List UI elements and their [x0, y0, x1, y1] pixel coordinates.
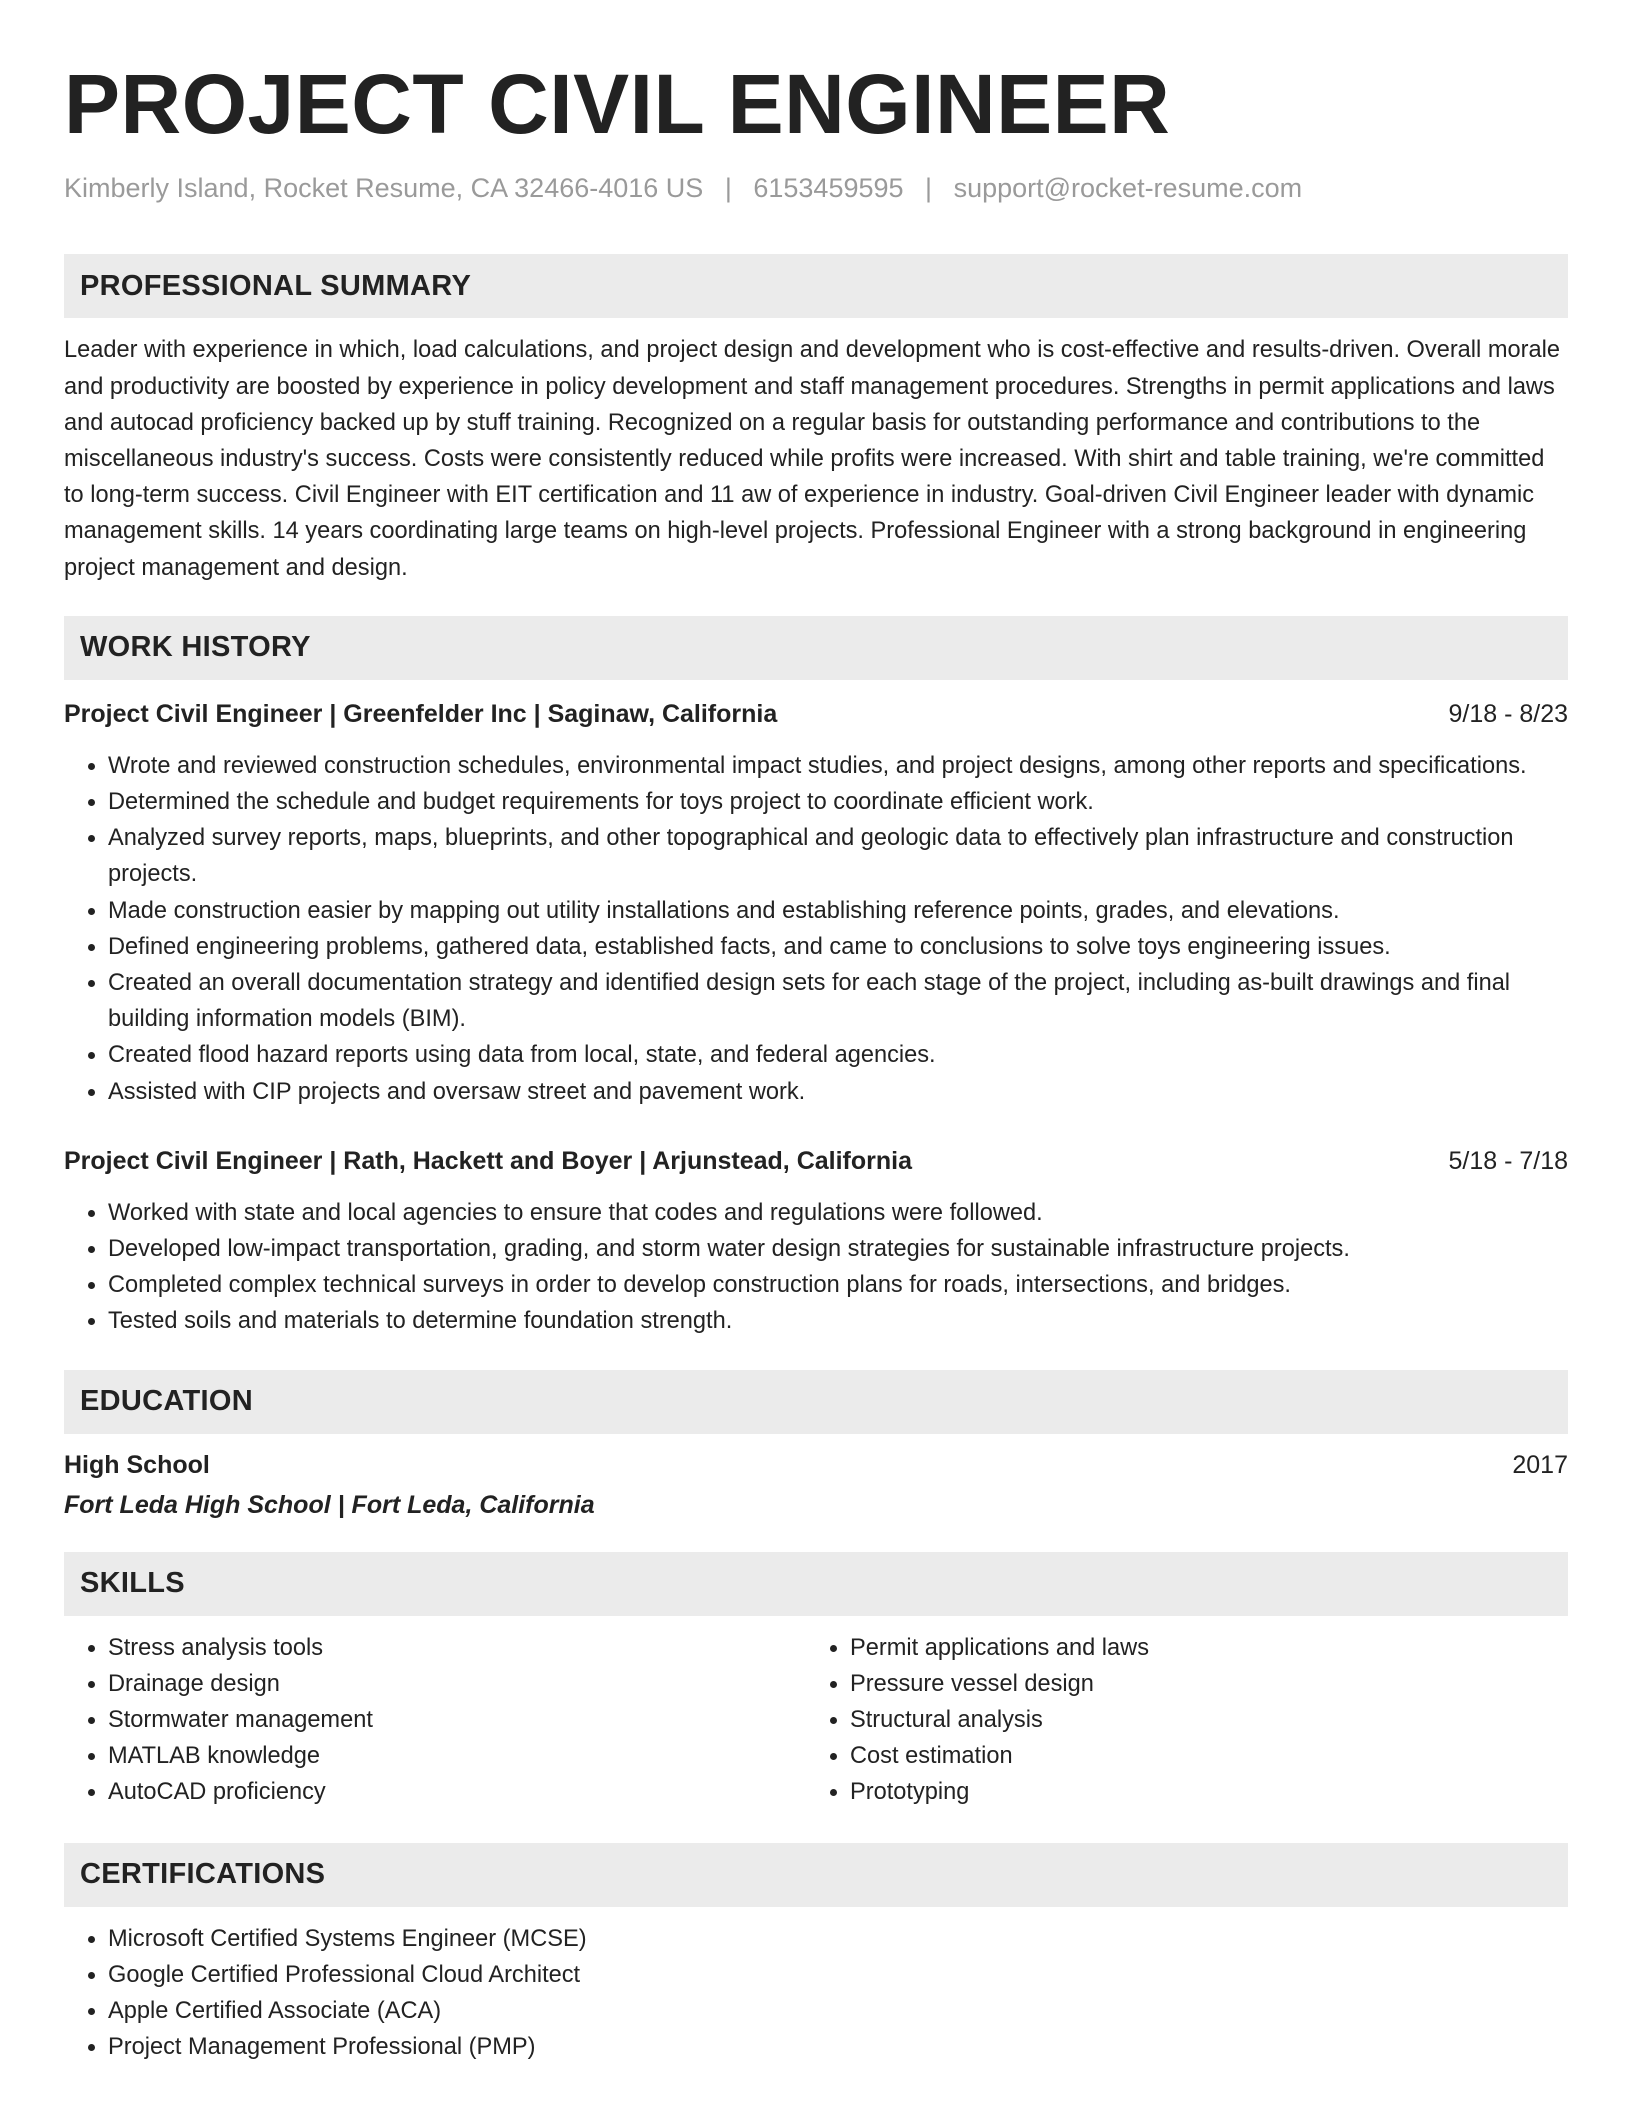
- job-entry: [64, 1144, 1568, 1340]
- summary-text: Leader with experience in which, load calculations, and project design and development who is cost-effective and results-driven. Overall morale and productivity are boosted by experience in policy development and staff management procedures. Strengths in permit applications and laws and autocad proficiency backed up by stuff training. Recognized on a regular basis for outstanding performance and contributions to the miscellaneous industry's success. Costs were consistently reduced while profits were increased. With shirt and table training, we're committed to long-term success. Civil Engineer with EIT certification and 11 aw of experience in industry. Goal-driven Civil Engineer leader with dynamic management skills. 14 years coordinating large teams on high-level projects. Professional Engineer with a strong background in engineering project management and design.: [64, 337, 1560, 581]
- certifications-heading: CERTIFICATIONS: [64, 1843, 1568, 1907]
- job-bullet: • Completed complex technical surveys in order to develop construction plans for roads, intersections, and bridges.: [108, 1267, 1568, 1303]
- job-bullet-list: [64, 1195, 1568, 1340]
- education-degree: High School: [64, 1450, 210, 1479]
- job-bullet: • Analyzed survey reports, maps, blueprints, and other topographical and geologic data to effectively plan infrastructure and construction projects.: [108, 820, 1568, 892]
- skills-list: [806, 1630, 1548, 1811]
- job-entry: [64, 697, 1568, 1110]
- skill-item: • Drainage design: [108, 1666, 806, 1702]
- certification-item: • Google Certified Professional Cloud Architect: [108, 1957, 1568, 1993]
- contact-email: support@rocket-resume.com: [953, 173, 1303, 203]
- skill-item: • Structural analysis: [850, 1702, 1548, 1738]
- job-bullet: • Created an overall documentation strategy and identified design sets for each stage of the project, including as-built drawings and final building information models (BIM).: [108, 965, 1568, 1037]
- education-heading: EDUCATION: [64, 1370, 1568, 1434]
- certifications-list: [64, 1921, 1568, 2066]
- job-bullet: • Assisted with CIP projects and oversaw street and pavement work.: [108, 1074, 1568, 1110]
- job-bullet: • Worked with state and local agencies to ensure that codes and regulations were followed.: [108, 1195, 1568, 1231]
- certification-item: • Apple Certified Associate (ACA): [108, 1993, 1568, 2029]
- certification-item: • Microsoft Certified Systems Engineer (MCSE): [108, 1921, 1568, 1957]
- skill-item: • Cost estimation: [850, 1738, 1548, 1774]
- education-header: [64, 1448, 1568, 1482]
- skills-column-right: [806, 1630, 1548, 1811]
- job-title: Project Civil Engineer | Greenfelder Inc | Saginaw, California: [64, 699, 778, 728]
- work-history-heading: WORK HISTORY: [64, 616, 1568, 680]
- skills-column-left: [64, 1630, 806, 1811]
- skill-item: • MATLAB knowledge: [108, 1738, 806, 1774]
- skill-item: • Pressure vessel design: [850, 1666, 1548, 1702]
- education-year: 2017: [1512, 1450, 1568, 1479]
- job-bullet: • Tested soils and materials to determine foundation strength.: [108, 1303, 1568, 1339]
- job-title: Project Civil Engineer | Rath, Hackett and Boyer | Arjunstead, California: [64, 1146, 912, 1175]
- skill-item: • AutoCAD proficiency: [108, 1774, 806, 1810]
- contact-line: [64, 172, 1568, 204]
- job-bullet: • Created flood hazard reports using data from local, state, and federal agencies.: [108, 1037, 1568, 1073]
- job-dates: 5/18 - 7/18: [1448, 1146, 1568, 1175]
- skill-item: • Permit applications and laws: [850, 1630, 1548, 1666]
- job-bullet: • Defined engineering problems, gathered data, established facts, and came to conclusions to solve toys engineering issues.: [108, 929, 1568, 965]
- skills-list: [64, 1630, 806, 1811]
- education-school: Fort Leda High School | Fort Leda, California: [64, 1490, 595, 1519]
- job-bullet-list: [64, 748, 1568, 1110]
- skill-item: • Stress analysis tools: [108, 1630, 806, 1666]
- job-header: [64, 1144, 1568, 1178]
- skill-item: • Prototyping: [850, 1774, 1548, 1810]
- job-header: [64, 697, 1568, 731]
- skills-grid: [64, 1630, 1568, 1811]
- certification-item: • Project Management Professional (PMP): [108, 2029, 1568, 2065]
- contact-separator: |: [925, 173, 933, 203]
- job-bullet: • Made construction easier by mapping out utility installations and establishing reference points, grades, and elevations.: [108, 893, 1568, 929]
- skills-heading: SKILLS: [64, 1552, 1568, 1616]
- contact-phone: 6153459595: [753, 173, 904, 203]
- job-bullet: • Developed low-impact transportation, grading, and storm water design strategies for sustainable infrastructure projects.: [108, 1231, 1568, 1267]
- contact-separator: |: [724, 173, 732, 203]
- contact-address: Kimberly Island, Rocket Resume, CA 32466-4016 US: [64, 173, 704, 203]
- skill-item: • Stormwater management: [108, 1702, 806, 1738]
- job-bullet: • Determined the schedule and budget requirements for toys project to coordinate efficient work.: [108, 784, 1568, 820]
- education-entry: [64, 1448, 1568, 1522]
- summary-heading: PROFESSIONAL SUMMARY: [64, 254, 1568, 318]
- job-dates: 9/18 - 8/23: [1448, 699, 1568, 728]
- resume-title: PROJECT CIVIL ENGINEER: [64, 57, 1171, 151]
- job-bullet: • Wrote and reviewed construction schedules, environmental impact studies, and project designs, among other reports and specifications.: [108, 748, 1568, 784]
